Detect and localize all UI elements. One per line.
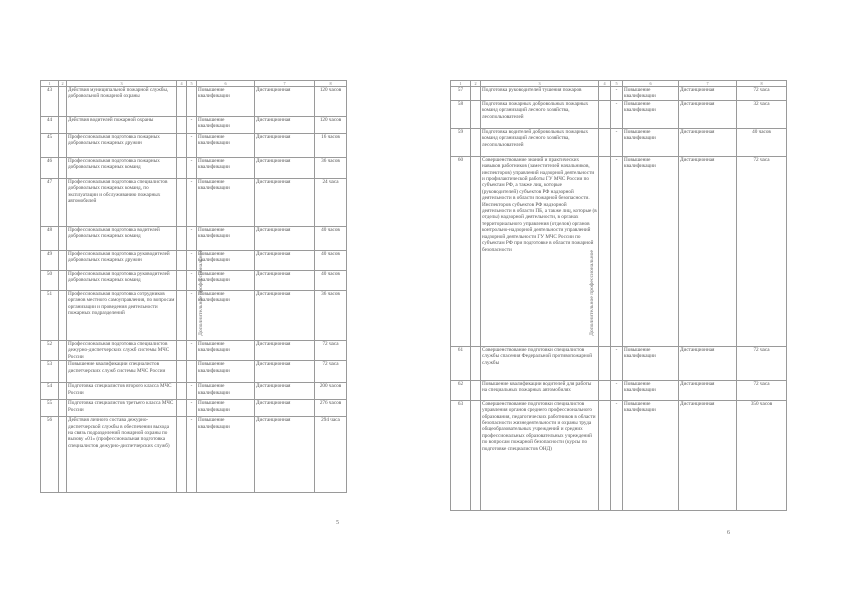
cell-num: 49 [41,251,59,271]
header-cell: 7 [679,81,737,87]
cell-num: 47 [41,179,59,227]
cell-empty [471,346,481,380]
cell-name: Профессиональная подготовка водителей добровольных пожарных команд [67,227,177,251]
cell-edu: Дистанционная [255,134,315,158]
cell-edu: Дистанционная [679,128,737,156]
cell-dash: - [187,227,197,251]
cell-empty [599,100,611,128]
cell-hours: 36 часов [315,291,347,341]
header-cell: 1 [451,81,471,87]
cell-dash: - [611,128,623,156]
cell-empty [177,134,187,158]
cell-num: 60 [451,156,471,346]
cell-name: Повышение квалификации водителей для работы на специальных пожарных автомобилях [481,380,599,400]
header-cell: 2 [471,81,481,87]
cell-name: Профессиональная подготовка сотрудников органов местного самоуправления, по вопросам организации и проведения деятельности пожарных подразделений [67,291,177,341]
header-cell: 6 [623,81,679,87]
cell-empty [177,361,187,383]
table-row [451,156,787,346]
cell-edu: Дистанционная [255,251,315,271]
table-row [41,227,347,251]
cell-num: 61 [451,346,471,380]
header-cell: 7 [255,81,315,87]
cell-edu: Дистанционная [679,87,737,101]
cell-num: 43 [41,87,59,117]
cell-empty [59,291,67,341]
cell-form: Повышение квалификации [197,117,255,134]
page-number: 5 [336,520,339,526]
cell-hours: 72 часа [315,341,347,361]
cell-name: Профессиональная подготовка специалистов дежурно-диспетчерских служб системы МЧС России [67,341,177,361]
cell-dash [187,361,197,383]
cell-dash: - [187,117,197,134]
cell-form: Повышение квалификации [197,383,255,400]
cell-edu: Дистанционная [255,117,315,134]
cell-dash: - [187,158,197,179]
cell-hours: 72 часа [737,380,787,400]
cell-edu: Дистанционная [679,156,737,346]
cell-form: Повышение квалификации [197,251,255,271]
header-cell: 5 [187,81,197,87]
cell-empty [599,128,611,156]
cell-name: Подготовка водителей добровольных пожарных команд организаций лесного хозяйства, лесопользователей [481,128,599,156]
vertical-category-label: Дополнительное профессиональное [589,250,595,336]
header-cell: 8 [737,81,787,87]
cell-empty [177,341,187,361]
cell-name: Действия муниципальной пожарной службы, добровольной пожарной охраны [67,87,177,117]
cell-form: Повышение квалификации [197,87,255,117]
table-row [41,361,347,383]
cell-form: Повышение квалификации [197,361,255,383]
cell-num: 44 [41,117,59,134]
cell-dash [187,87,197,117]
cell-num: 63 [451,400,471,510]
cell-hours: 276 часов [315,400,347,417]
table-row [451,380,787,400]
cell-empty [471,400,481,510]
cell-num: 58 [451,100,471,128]
cell-dash: - [611,156,623,346]
cell-edu: Дистанционная [255,271,315,291]
cell-edu: Дистанционная [679,100,737,128]
cell-empty [177,417,187,493]
table-row [451,87,787,101]
cell-empty [471,100,481,128]
cell-empty [59,158,67,179]
cell-hours: 40 часов [315,251,347,271]
table-row [41,251,347,271]
cell-dash: - [611,380,623,400]
cell-hours: 36 часов [315,158,347,179]
cell-empty [599,400,611,510]
cell-empty [177,291,187,341]
cell-form: Повышение квалификации [623,100,679,128]
table-row [451,400,787,510]
cell-num: 52 [41,341,59,361]
header-cell: 4 [177,81,187,87]
cell-dash: - [611,100,623,128]
table-row [41,417,347,493]
header-cell: 3 [481,81,599,87]
cell-edu: Дистанционная [255,291,315,341]
cell-empty [599,380,611,400]
cell-name: Совершенствование подготовки специалистов управления органов среднего профессионального образования, педагогических работников в области безопасности жизнедеятельности и охраны труда общеобразовательных учреждений и средних профессиональных образовательных учреждений по вопросам пожарной безопасности (курсы по подготовке специалистов ОНД) [481,400,599,510]
cell-hours: 120 часов [315,117,347,134]
cell-num: 55 [41,400,59,417]
cell-dash: - [187,251,197,271]
cell-name: Профессиональная подготовка пожарных добровольных пожарных команд [67,158,177,179]
cell-empty [177,227,187,251]
header-cell: 8 [315,81,347,87]
cell-hours: 200 часов [315,383,347,400]
cell-hours: 72 часа [737,346,787,380]
cell-empty [59,251,67,271]
header-cell: 1 [41,81,59,87]
cell-hours: 16 часов [315,134,347,158]
cell-form: Повышение квалификации [197,227,255,251]
cell-empty [471,156,481,346]
cell-dash: - [187,417,197,493]
cell-edu: Дистанционная [255,400,315,417]
cell-hours: 72 часа [737,156,787,346]
table-row [41,341,347,361]
cell-form: Повышение квалификации [197,134,255,158]
cell-dash: - [187,341,197,361]
cell-empty [177,383,187,400]
header-cell: 6 [197,81,255,87]
cell-form: Повышение квалификации [623,400,679,510]
header-cell: 4 [599,81,611,87]
cell-dash: - [187,179,197,227]
cell-dash: - [611,346,623,380]
cell-empty [177,117,187,134]
cell-edu: Дистанционная [255,227,315,251]
cell-empty [177,158,187,179]
cell-empty [59,361,67,383]
cell-name: Профессиональная подготовка пожарных добровольных пожарных дружин [67,134,177,158]
cell-num: 62 [451,380,471,400]
header-cell: 2 [59,81,67,87]
cell-edu: Дистанционная [255,383,315,400]
cell-empty [59,179,67,227]
cell-edu: Дистанционная [255,341,315,361]
cell-empty [177,251,187,271]
cell-name: Профессиональная подготовка руководителей добровольных пожарных команд [67,271,177,291]
header-cell: 3 [67,81,177,87]
page-6 [421,0,842,595]
cell-form: Повышение квалификации [197,271,255,291]
cell-edu: Дистанционная [255,158,315,179]
cell-form: Повышение квалификации [623,128,679,156]
cell-dash: - [187,400,197,417]
cell-edu: Дистанционная [255,87,315,117]
cell-dash: - [611,87,623,101]
cell-empty [599,156,611,346]
cell-empty [177,400,187,417]
cell-num: 54 [41,383,59,400]
cell-name: Совершенствование знаний и практических навыков работников (заместителей начальников, инспекторов) управлений надзорной деятельности и профилактической работы ГУ МЧС России по субъектам РФ, а также лиц, которые (руководителей) субъектов РФ надзорной деятельности в области пожарной безопасности. Инспекторов субъектов РФ надзорной деятельности в области ПБ, а также лиц, которые (в отделы) надзорной деятельности, в органах территориального управления (отделов) органов контрольно-надзорной деятельности управлений надзорной деятельности ГУ МЧС России по субъектам РФ при подготовке в области пожарной безопасности [481,156,599,346]
cell-name: Подготовка пожарных добровольных пожарных команд организаций лесного хозяйства, лесопользователей [481,100,599,128]
cell-hours: 72 часа [737,87,787,101]
cell-empty [471,380,481,400]
cell-edu: Дистанционная [679,400,737,510]
vertical-category-label: Дополнительное профессиональное [198,250,204,336]
cell-empty [599,87,611,101]
cell-name: Действия личного состава дежурно-диспетчерской службы в обеспечении выхода на связь подразделений пожарной охраны по вызову «01» (профессиональная подготовка специалистов дежурно-диспетчерских служб) [67,417,177,493]
cell-empty [59,400,67,417]
cell-name: Подготовка руководителей тушения пожаров [481,87,599,101]
cell-name: Совершенствование подготовки специалистов службы спасения Федеральной противопожарной службы [481,346,599,380]
page-number: 6 [727,530,730,536]
cell-edu: Дистанционная [255,361,315,383]
cell-hours: 40 часов [737,128,787,156]
cell-form: Повышение квалификации [197,158,255,179]
cell-dash: - [187,383,197,400]
cell-name: Повышение квалификации специалистов диспетчерских служб системы МЧС России [67,361,177,383]
cell-edu: Дистанционная [679,346,737,380]
cell-form: Повышение квалификации [623,156,679,346]
cell-empty [59,341,67,361]
cell-hours: 40 часов [315,271,347,291]
cell-form: Повышение квалификации [197,341,255,361]
cell-name: Подготовка специалистов второго класса МЧС России [67,383,177,400]
table-row [41,291,347,341]
table-row [41,400,347,417]
cell-num: 48 [41,227,59,251]
cell-name: Профессиональная подготовка специалистов добровольных пожарных команд, по эксплуатации и обслуживанию пожарных автомобилей [67,179,177,227]
cell-num: 46 [41,158,59,179]
cell-hours: 24 часа [315,179,347,227]
courses-table-page-6 [450,80,787,511]
cell-form: Повышение квалификации [197,400,255,417]
cell-empty [471,128,481,156]
cell-dash: - [187,134,197,158]
table-row [41,179,347,227]
table-row [41,117,347,134]
cell-form: Повышение квалификации [623,380,679,400]
cell-form: Повышение квалификации [197,291,255,341]
cell-name: Профессиональная подготовка руководителей добровольных пожарных дружин [67,251,177,271]
cell-empty [59,271,67,291]
cell-num: 56 [41,417,59,493]
cell-empty [177,179,187,227]
cell-empty [177,87,187,117]
cell-dash: - [187,271,197,291]
table-row [41,87,347,117]
cell-empty [59,383,67,400]
cell-form: Повышение квалификации [623,346,679,380]
cell-hours: 294 часа [315,417,347,493]
cell-empty [177,271,187,291]
table-row [41,383,347,400]
table-row [41,158,347,179]
cell-num: 45 [41,134,59,158]
cell-dash: - [611,400,623,510]
table-row [451,346,787,380]
cell-edu: Дистанционная [255,417,315,493]
cell-num: 59 [451,128,471,156]
cell-empty [59,134,67,158]
cell-edu: Дистанционная [679,380,737,400]
cell-hours: 120 часов [315,87,347,117]
cell-empty [59,417,67,493]
cell-hours: 72 часа [315,361,347,383]
cell-name: Подготовка специалистов третьего класса МЧС России [67,400,177,417]
table-row [451,128,787,156]
cell-hours: 350 часов [737,400,787,510]
cell-empty [59,87,67,117]
table-row [41,271,347,291]
cell-num: 50 [41,271,59,291]
cell-form: Повышение квалификации [197,417,255,493]
cell-form: Повышение квалификации [623,87,679,101]
cell-hours: 40 часов [315,227,347,251]
courses-table-page-5 [40,80,347,493]
cell-num: 51 [41,291,59,341]
cell-empty [59,117,67,134]
cell-dash: - [187,291,197,341]
cell-num: 57 [451,87,471,101]
cell-form: Повышение квалификации [197,179,255,227]
cell-empty [59,227,67,251]
header-cell: 5 [611,81,623,87]
cell-hours: 32 часа [737,100,787,128]
table-row [451,100,787,128]
cell-num: 53 [41,361,59,383]
cell-empty [471,87,481,101]
cell-empty [599,346,611,380]
cell-edu: Дистанционная [255,179,315,227]
cell-name: Действия водителей пожарной охраны [67,117,177,134]
table-row [41,134,347,158]
